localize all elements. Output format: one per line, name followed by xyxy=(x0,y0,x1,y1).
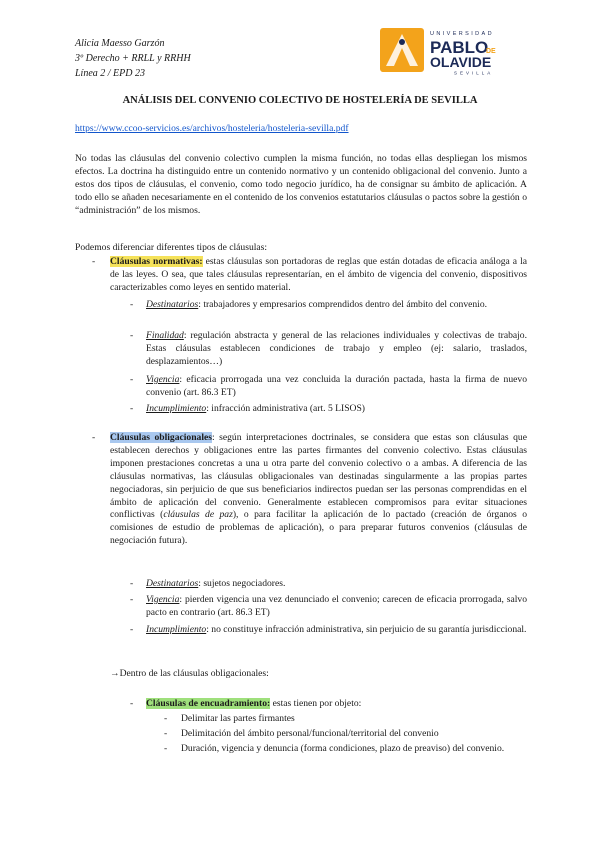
item-term: Destinatarios xyxy=(146,578,199,589)
author-name: Alicia Maesso Garzón xyxy=(75,38,165,49)
list-item xyxy=(146,578,527,591)
author-header xyxy=(75,36,191,81)
logo-bottom-text: SEVILLA xyxy=(454,70,494,76)
source-link[interactable]: https://www.ccoo-servicios.es/archivos/hosteleria/hosteleria-sevilla.pdf xyxy=(75,123,349,134)
item-term: Finalidad xyxy=(146,330,184,341)
encuadramiento-text: estas tienen por objeto: xyxy=(270,698,362,709)
bullet-dash: - xyxy=(130,578,134,589)
encuadramiento-paragraph xyxy=(146,698,527,711)
course-name: 3º Derecho + RRLL y RRHH xyxy=(75,53,191,64)
normativas-paragraph xyxy=(110,256,527,295)
normativas-label: Cláusulas normativas: xyxy=(110,256,203,267)
clausulas-de-paz: cláusulas de paz xyxy=(163,509,233,521)
list-item xyxy=(146,403,527,416)
item-text: : sujetos negociadores. xyxy=(198,578,286,589)
bullet-dash: - xyxy=(130,624,134,635)
list-item: Delimitación del ámbito personal/funcional/territorial del convenio xyxy=(181,728,439,739)
logo-emblem-icon xyxy=(380,28,424,72)
bullet-dash: - xyxy=(164,728,168,739)
item-term: Incumplimiento xyxy=(146,403,207,414)
list-item xyxy=(146,594,527,620)
obligacionales-text-2: ), o para facilitar la aplicación de lo pactado (creación de órganos o comisiones de estudio de problemas de aplicación), o para preparar futuros convenios (cláusulas de negociación futura). xyxy=(110,509,527,547)
bullet-dash: - xyxy=(164,743,168,754)
bullet-dash: - xyxy=(92,256,96,267)
bullet-dash: - xyxy=(130,330,134,341)
arrow-note: →Dentro de las cláusulas obligacionales: xyxy=(110,668,269,679)
logo-de: DE xyxy=(486,48,496,55)
bullet-dash: - xyxy=(130,374,134,385)
group-name: Línea 2 / EPD 23 xyxy=(75,68,145,79)
intro-paragraph: No todas las cláusulas del convenio colectivo cumplen la misma función, no todas ellas despliegan los mismos efectos. La doctrina ha distinguido entre un contenido normativo y un contenido obligacional del convenio. Junto a estos dos tipos de cláusulas, el convenio, como todo negocio jurídico, ha de consignar su ámbito de aplicación. A todo ello se añaden necesariamente en el contenido de los convenios estatutarios cláusulas o pactos sobre la gestión o “administración” de los mismos. xyxy=(75,153,527,216)
normativas-text: estas cláusulas son portadoras de reglas que están dotadas de eficacia análoga a la de las leyes. O sea, que tales cláusulas representarían, en el ámbito de vigencia del convenio, dispositivos caracterizables como leyes en sentido material. xyxy=(110,256,527,293)
list-item: Delimitar las partes firmantes xyxy=(181,713,295,724)
item-term: Vigencia xyxy=(146,594,180,605)
item-term: Destinatarios xyxy=(146,299,199,310)
encuadramiento-label: Cláusulas de encuadramiento: xyxy=(146,698,271,709)
item-term: Vigencia xyxy=(146,374,180,385)
logo-top-text: UNIVERSIDAD xyxy=(430,31,494,37)
list-item: Duración, vigencia y denuncia (forma condiciones, plazo de preaviso) del convenio. xyxy=(181,743,505,754)
list-item xyxy=(146,374,527,400)
obligacionales-label: Cláusulas obligacionales xyxy=(110,432,213,443)
list-item xyxy=(146,299,527,312)
item-term: Incumplimiento xyxy=(146,624,207,635)
item-text: : eficacia prorrogada una vez concluida la duración pactada, hasta la firma de nuevo convenio (art. 86.3 ET) xyxy=(146,374,527,398)
list-item xyxy=(146,330,527,369)
item-text: : no constituye infracción administrativa, sin perjuicio de su garantía jurisdiccional. xyxy=(206,624,527,635)
logo-line2: OLAVIDE xyxy=(430,54,492,70)
bullet-dash: - xyxy=(130,403,134,414)
item-text: : infracción administrativa (art. 5 LISOS) xyxy=(206,403,366,414)
document-title: ANÁLISIS DEL CONVENIO COLECTIVO DE HOSTELERÍA DE SEVILLA xyxy=(122,95,478,106)
bullet-dash: - xyxy=(130,698,134,709)
university-logo xyxy=(380,26,530,76)
obligacionales-text-1: : según interpretaciones doctrinales, se considera que estas son cláusulas que establecen derechos y obligaciones entre las partes firmantes del convenio colectivo. Estas cláusulas imponen prestaciones concretas a una u otra parte del convenio colectivo o a ambas. A diferencia de las cláusulas normativas, las cláusulas obligacionales van destinadas singularmente a las propias partes negociadoras, sin perjuicio de que sus beneficiarios indirectos puedan ser las personas comprendidas en el ámbito de aplicación del convenio. Generalmente establecen compromisos para evitar situaciones conflictivas ( xyxy=(110,432,527,521)
logo-line1: PABLO xyxy=(430,38,489,57)
item-text: : pierden vigencia una vez denunciado el convenio; carecen de eficacia prorrogada, salvo pacto en contrario (art. 86.3 ET) xyxy=(146,594,527,618)
obligacionales-paragraph xyxy=(110,432,527,548)
item-text: : trabajadores y empresarios comprendidos dentro del ámbito del convenio. xyxy=(198,299,488,310)
item-text: : regulación abstracta y general de las relaciones individuales y colectivas de trabajo. Estas cláusulas establecen condiciones de trabajo y empleo (ej: salario, traslados, desplazamientos…) xyxy=(146,330,527,367)
bullet-dash: - xyxy=(130,594,134,605)
list-item xyxy=(146,624,527,637)
bullet-dash: - xyxy=(164,713,168,724)
bullet-dash: - xyxy=(130,299,134,310)
bullet-dash: - xyxy=(92,432,96,443)
types-lead: Podemos diferenciar diferentes tipos de cláusulas: xyxy=(75,242,268,253)
